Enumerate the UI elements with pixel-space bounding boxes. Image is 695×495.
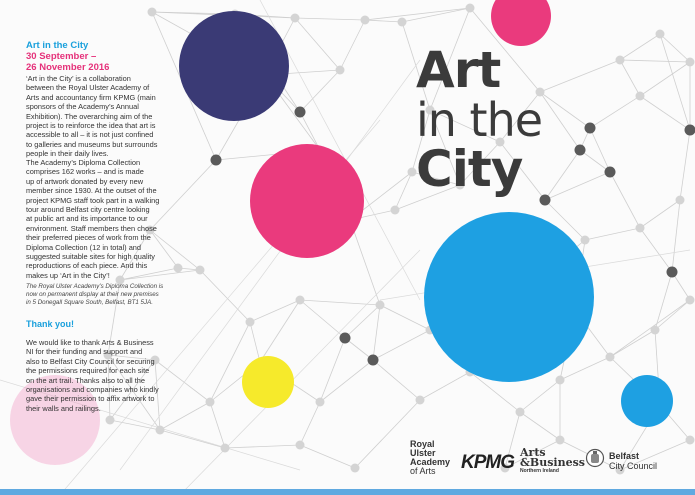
network-node [296,441,305,450]
network-node [667,267,678,278]
network-node [616,56,625,65]
network-node [585,123,596,134]
network-node [556,436,565,445]
network-node [368,355,379,366]
blue-circle-large [424,212,594,382]
title-in-the: in the [416,93,543,147]
network-node [376,301,385,310]
event-title: Art in the City [26,40,89,51]
network-node [398,18,407,27]
arts-business-logo: Arts &Business Northern Ireland [520,446,585,474]
blue-circle-small [621,375,673,427]
network-node [540,195,551,206]
network-node [340,333,351,344]
network-node [605,167,616,178]
belfast-crest-icon [585,448,605,468]
network-node [148,8,157,17]
rua-logo: Royal Ulster Academy of Arts [410,439,451,476]
thanks-heading: Thank you! [26,319,75,329]
display-note: The Royal Ulster Academy’s Diploma Collection is now on permanent display at their new premises in 5 Donegall Square South, Belfast, BT1 5JA. [26,283,164,306]
network-node [466,4,475,13]
kpmg-logo: KPMG [461,452,514,473]
network-node [556,376,565,385]
thanks-paragraph: We would like to thank Arts & Business NI for their funding and support and also to Belfast City Council for securing the permissions required for each site on the art trail. Thanks also to all the organisations and companies who kindly gave their permission to affix artwork to their walls and railings. [26,338,159,413]
network-node [651,326,660,335]
belfast-city-council-logo: Belfast City Council [609,451,658,471]
network-node [686,436,695,445]
network-node [575,145,586,156]
title-city: City [416,140,523,198]
network-node [636,92,645,101]
network-node [296,296,305,305]
pink-circle-top [491,0,551,46]
intro-paragraph: ‘Art in the City’ is a collaboration between the Royal Ulster Academy of Arts and accountancy firm KPMG (main sponsors of the Academy’s Annual Exhibition). The overarching aim of the project is to reinforce the idea that art is accessible to all – it is not just confined to galleries and museums but surrounds people in their daily lives. [26,74,158,159]
network-node [416,396,425,405]
bottom-border [0,489,695,495]
network-node [391,206,400,215]
network-node [221,444,230,453]
event-header [26,40,286,73]
network-node [361,16,370,25]
network-node [656,30,665,39]
network-node [581,236,590,245]
event-dates: 30 September – 26 November 2016 [26,51,110,73]
network-node [291,14,300,23]
network-node [686,58,695,67]
network-node [295,107,306,118]
network-node [636,224,645,233]
network-node [686,296,695,305]
network-node [676,196,685,205]
network-node [316,398,325,407]
title-art: Art [416,41,501,99]
network-node [336,66,345,75]
collection-paragraph: The Academy’s Diploma Collection comprises 162 works – and is made up of artwork donated by every new member since 1930. At the outset of the project KPMG staff took part in a walking tour around Belfast city centre looking at public art and its importance to our environment. Staff members then chose their preferred pieces of work from the Diploma Collection (12 in total) and suggested suitable sites for high quality reproductions of each piece. And this makes up ‘Art in the City’! [26,158,160,280]
network-node [606,353,615,362]
network-node [106,416,115,425]
network-node [156,426,165,435]
network-node [516,408,525,417]
network-node [351,464,360,473]
network-node [685,125,695,136]
